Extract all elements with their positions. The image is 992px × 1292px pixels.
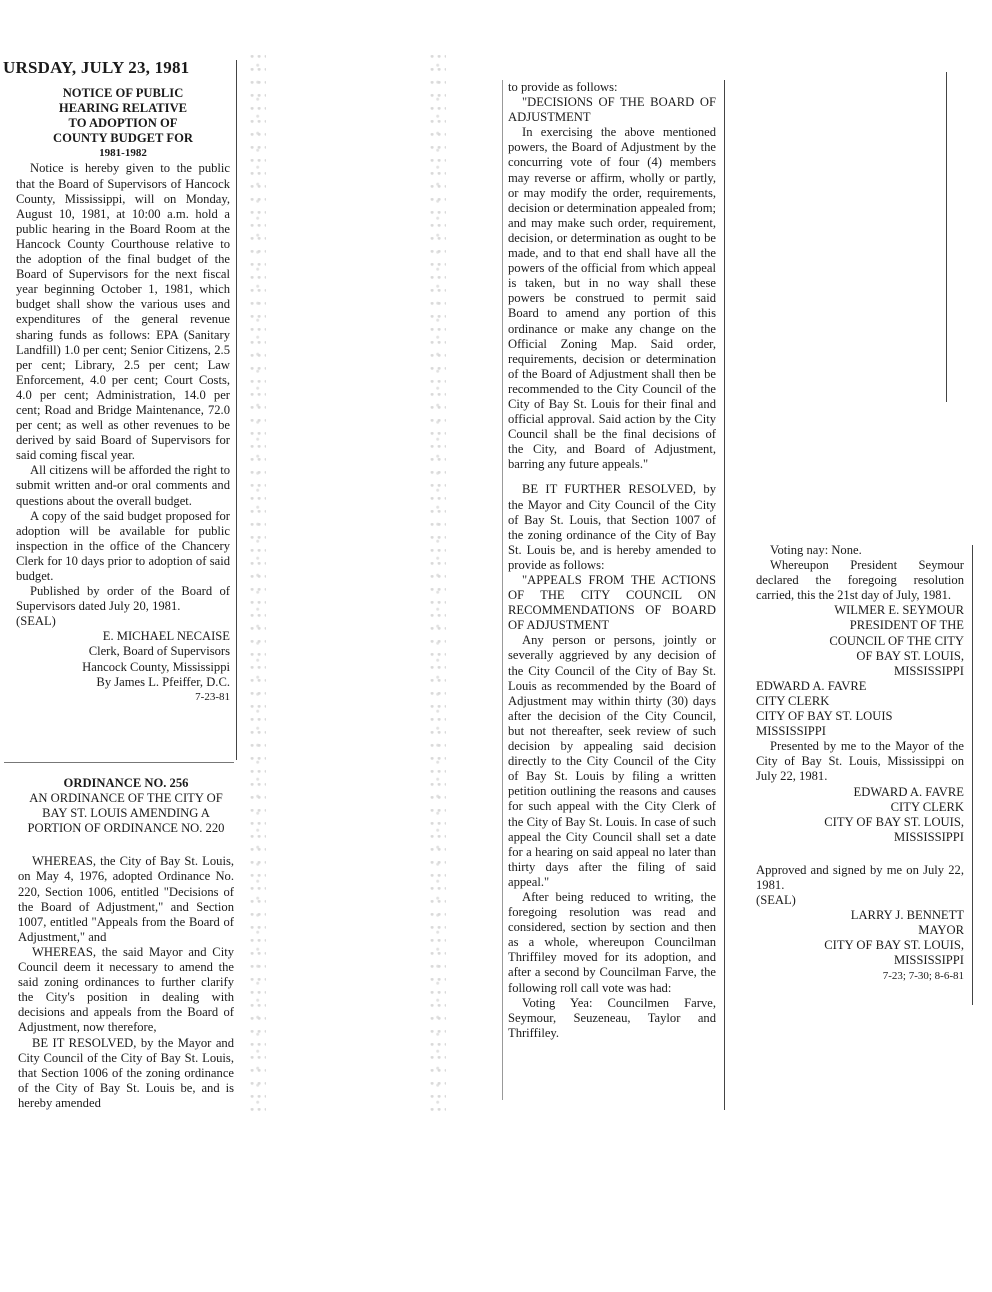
- voting-yea: Voting Yea: Councilmen Farve, Seymour, Seuzeneau, Taylor and Thriffiley.: [508, 995, 716, 1040]
- scan-noise-strip-2: [430, 55, 446, 1115]
- clerk-signature-line: EDWARD A. FAVRE: [756, 678, 867, 693]
- clipping-border-top-right: [946, 72, 947, 402]
- ordinance-paragraph: WHEREAS, the said Mayor and City Council deem it necessary to amend the said zoning ordinances to further clarify the City's position in dealing with decisions and appeals from the Board of Adjustment, now therefore,: [18, 944, 234, 1035]
- ordinance-paragraph: WHEREAS, the City of Bay St. Louis, on May 4, 1976, adopted Ordinance No. 220, Section 1006, entitled "Decisions of the Board of Adjustment," and Section 1007, entitled "Appeals from the Board of Adjustment," and: [18, 854, 234, 944]
- notice-title-line: TO ADOPTION OF: [68, 116, 178, 131]
- notice-signature-line: E. MICHAEL NECAISE: [102, 629, 230, 644]
- clipping-border-col3-right: [724, 80, 725, 1110]
- approved-paragraph: Approved and signed by me on July 22, 1981.: [756, 862, 964, 892]
- ordinance-continued-intro: to provide as follows:: [508, 80, 618, 94]
- notice-paragraph: All citizens will be afforded the right to submit written and-or oral comments and questions about the overall budget.: [16, 463, 230, 508]
- column-budget-notice: [16, 86, 230, 705]
- notice-title-year: 1981-1982: [99, 147, 147, 160]
- notice-signature-line: Clerk, Board of Supervisors: [88, 644, 230, 659]
- clerk-signature-line-2: EDWARD A. FAVRE: [853, 784, 964, 799]
- ordinance-paragraph: BE IT RESOLVED, by the Mayor and City Council of the City of Bay St. Louis, that Section 1006 of the zoning ordinance of the City of Bay St. Louis be, and is hereby amended: [18, 1035, 234, 1110]
- notice-title-line: COUNTY BUDGET FOR: [53, 131, 193, 146]
- column-signatures: [756, 543, 964, 984]
- column-ordinance-start: [18, 776, 234, 1111]
- president-signature-line: WILMER E. SEYMOUR: [834, 603, 964, 618]
- scan-noise-strip-1: [250, 55, 266, 1115]
- mayor-signature-line: LARRY J. BENNETT: [850, 908, 964, 923]
- notice-signature-date: 7-23-81: [195, 690, 230, 703]
- clerk-signature-line: CITY OF BAY ST. LOUIS: [756, 709, 893, 724]
- clerk-signature-line: MISSISSIPPI: [756, 724, 826, 739]
- publication-dates: 7-23; 7-30; 8-6-81: [882, 969, 964, 982]
- clerk-signature-line-2: CITY CLERK: [890, 799, 964, 814]
- president-signature-line: MISSISSIPPI: [894, 663, 964, 678]
- voting-nay: Voting nay: None.: [770, 543, 862, 557]
- section-1007-text: Any person or persons, jointly or severally aggrieved by any decision of the City Council of the City of Bay St. Louis as recommended by the Board of Adjustment may within thirty (30) days after the decision of the City Council, but not thereafter, seek review of such decision by appealing said decision directly to the City Council of the City of Bay St. Louis by filing a written petition outlining the reasons and causes for such appeal with the City Clerk of the City of Bay St. Louis. In case of such appeal the City Council shall set a date for a hearing on said appeal no later than thirty days after the filing of said appeal.": [508, 633, 716, 889]
- clerk-signature-line: CITY CLERK: [756, 693, 830, 708]
- notice-paragraph: Published by order of the Board of Supervisors dated July 20, 1981.: [16, 584, 230, 614]
- clipping-border-col4-right: [972, 545, 973, 1005]
- page-date-header: URSDAY, JULY 23, 1981: [3, 58, 190, 77]
- president-signature-line: COUNCIL OF THE CITY: [829, 633, 964, 648]
- notice-signature-line: Hancock County, Mississippi: [82, 659, 230, 674]
- after-reduced-paragraph: After being reduced to writing, the foregoing resolution was read and considered, section by section and then as a whole, whereupon Councilman Thriffiley moved for its adoption, and after a second by Councilman Farve, the following roll call vote was had:: [508, 889, 716, 995]
- president-signature-line: OF BAY ST. LOUIS,: [856, 648, 964, 663]
- notice-title-line: HEARING RELATIVE: [58, 101, 188, 116]
- mayor-seal: (SEAL): [756, 893, 796, 908]
- mayor-signature-line: MISSISSIPPI: [894, 953, 964, 968]
- notice-title-line: NOTICE OF PUBLIC: [62, 86, 184, 100]
- clipping-border-col3-left: [502, 80, 503, 1100]
- mayor-signature-line: CITY OF BAY ST. LOUIS,: [824, 938, 964, 953]
- presented-paragraph: Presented by me to the Mayor of the City of Bay St. Louis, Mississippi on July 22, 1981.: [756, 739, 964, 784]
- president-signature-line: PRESIDENT OF THE: [849, 618, 964, 633]
- column-ordinance-continued: [508, 80, 716, 1041]
- clerk-signature-line-2: CITY OF BAY ST. LOUIS,: [824, 814, 964, 829]
- section-1007-heading: "APPEALS FROM THE ACTIONS OF THE CITY COUNCIL ON RECOMMENDATIONS OF BOARD OF ADJUSTMENT: [508, 573, 716, 633]
- notice-paragraph: Notice is hereby given to the public that the Board of Supervisors of Hancock County, Mississippi, will on Monday, August 10, 1981, at 10:00 a.m. hold a public hearing in the Board Room at the Hancock County Courthouse relative to the adoption of the final budget of the Board of Supervisors for the next fiscal year beginning October 1, 1981, which budget shall show the various uses and expenditures of the general revenue sharing funds as follows: EPA (Sanitary Landfill) 1.0 per cent; Senior Citizens, 2.5 per cent; Library, 2.5 per cent; Law Enforcement, 4.0 per cent; Court Costs, 4.0 per cent; Administration, 14.0 per cent; Road and Bridge Maintenance, 72.0 per cent; as well as other revenues to be derived by said Board of Supervisors for said coming fiscal year.: [16, 161, 230, 463]
- clipping-border-left-col: [236, 60, 237, 760]
- section-1006-heading: "DECISIONS OF THE BOARD OF ADJUSTMENT: [508, 95, 716, 125]
- ordinance-subtitle: AN ORDINANCE OF THE CITY OF BAY ST. LOUIS AMENDING A PORTION OF ORDINANCE NO. 220: [27, 791, 225, 836]
- notice-signature-line: By James L. Pfeiffer, D.C.: [96, 674, 230, 689]
- section-1006-text: In exercising the above mentioned powers, the Board of Adjustment by the concurring vote of four (4) members may reverse or affirm, wholly or partly, or may modify the order, requirements, decision or determination appealed from; and may make such order, requirement, decision, or determination as ought to be made, and to that end shall have all the powers of the official from which appeal is taken, but in no way shall these powers be construed to permit said Board to amend any portion of this ordinance or make any change on the Official Zoning Map. Said order, requirements, decision or determination of the Board of Adjustment shall then be recommended to the City Council of the City of Bay St. Louis for their final and official approval. Said action by the City Council shall be the final decisions of the City, and Board of Adjustment, barring any future appeals.": [508, 125, 716, 472]
- notice-seal: (SEAL): [16, 614, 56, 629]
- resolution-carried: Whereupon President Seymour declared the foregoing resolution carried, this the 21st day of July, 1981.: [756, 558, 964, 603]
- mayor-signature-line: MAYOR: [918, 923, 964, 938]
- clipping-border-bottom: [4, 762, 234, 763]
- clerk-signature-line-2: MISSISSIPPI: [894, 829, 964, 844]
- notice-paragraph: A copy of the said budget proposed for adoption will be available for public inspection in the office of the Chancery Clerk for 10 days prior to adoption of said budget.: [16, 508, 230, 583]
- further-resolved-paragraph: BE IT FURTHER RESOLVED, by the Mayor and City Council of the City of Bay St. Louis, that Section 1007 of the zoning ordinance of the City of Bay St. Louis be, and is hereby amended to provide as follows:: [508, 482, 716, 572]
- ordinance-title: ORDINANCE NO. 256: [63, 776, 189, 790]
